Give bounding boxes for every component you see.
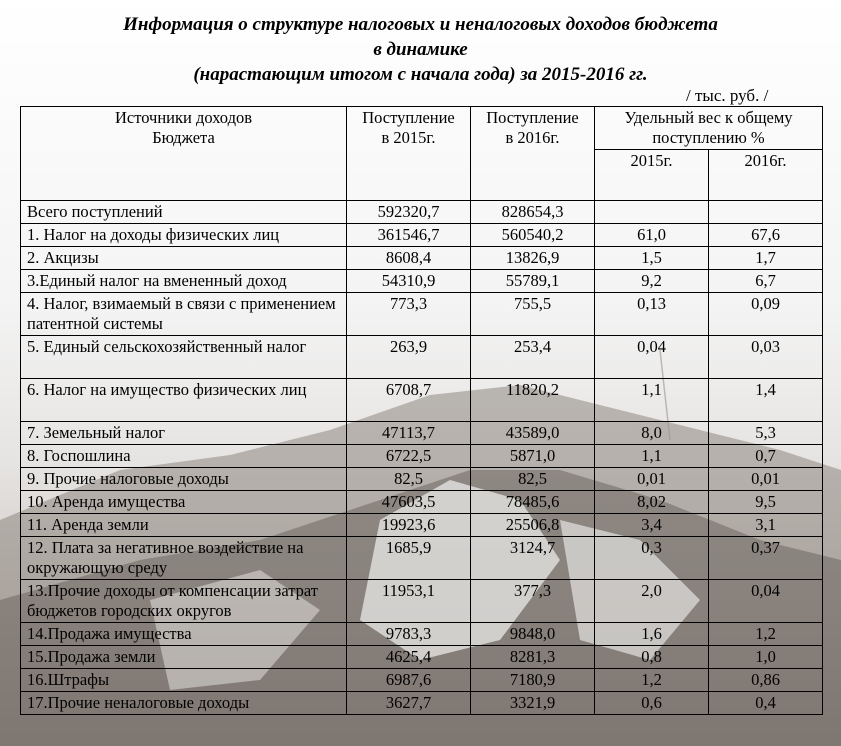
table-row [21, 491, 823, 514]
share-2015-cell: 9,2 [595, 270, 709, 293]
share-2015-cell: 0,13 [595, 293, 709, 336]
share-2015-cell: 1,2 [595, 669, 709, 692]
table-row [21, 270, 823, 293]
income-2016-cell: 5871,0 [471, 445, 595, 468]
income-2015-cell: 47603,5 [347, 491, 471, 514]
share-2016-cell: 1,0 [709, 646, 823, 669]
title-line-2: в динамике [373, 39, 468, 60]
row-name-cell: 8. Госпошлина [21, 445, 347, 468]
income-2016-cell: 377,3 [471, 580, 595, 623]
row-name-cell: 11. Аренда земли [21, 514, 347, 537]
income-2015-cell: 3627,7 [347, 692, 471, 715]
share-2015-cell: 3,4 [595, 514, 709, 537]
header-share-2016: 2016г. [709, 150, 823, 201]
row-name-cell: 9. Прочие налоговые доходы [21, 468, 347, 491]
table-row [21, 537, 823, 580]
share-2016-cell: 9,5 [709, 491, 823, 514]
row-name-cell: 13.Прочие доходы от компенсации затрат бюджетов городских округов [21, 580, 347, 623]
income-2016-cell: 253,4 [471, 336, 595, 379]
row-name-cell: 4. Налог, взимаемый в связи с применением патентной системы [21, 293, 347, 336]
table-row [21, 692, 823, 715]
share-2016-cell: 6,7 [709, 270, 823, 293]
row-name-cell: 3.Единый налог на вмененный доход [21, 270, 347, 293]
income-2015-cell: 4625,4 [347, 646, 471, 669]
share-2016-cell: 1,4 [709, 379, 823, 422]
income-2016-cell: 78485,6 [471, 491, 595, 514]
share-2015-cell: 0,3 [595, 537, 709, 580]
row-name-cell: 16.Штрафы [21, 669, 347, 692]
share-2016-cell: 3,1 [709, 514, 823, 537]
income-2015-cell: 773,3 [347, 293, 471, 336]
income-2016-cell: 3321,9 [471, 692, 595, 715]
table-row [21, 293, 823, 336]
header-source: Источники доходов Бюджета [21, 107, 347, 201]
row-name-cell: 2. Акцизы [21, 247, 347, 270]
share-2015-cell: 61,0 [595, 224, 709, 247]
share-2015-cell: 1,6 [595, 623, 709, 646]
share-2016-cell: 0,4 [709, 692, 823, 715]
income-2015-cell: 8608,4 [347, 247, 471, 270]
share-2016-cell: 67,6 [709, 224, 823, 247]
header-income-2015: Поступление в 2015г. [347, 107, 471, 201]
income-2015-cell: 6722,5 [347, 445, 471, 468]
table-row [21, 445, 823, 468]
table-row [21, 669, 823, 692]
income-2016-cell: 43589,0 [471, 422, 595, 445]
share-2016-cell: 0,04 [709, 580, 823, 623]
table-row [21, 646, 823, 669]
header-share: Удельный вес к общему поступлению % [595, 107, 823, 150]
income-2016-cell: 25506,8 [471, 514, 595, 537]
table-row [21, 336, 823, 379]
share-2016-cell: 0,03 [709, 336, 823, 379]
row-name-cell: 12. Плата за негативное воздействие на окружающую среду [21, 537, 347, 580]
row-name-cell: 7. Земельный налог [21, 422, 347, 445]
table-row [21, 201, 823, 224]
income-2015-cell: 54310,9 [347, 270, 471, 293]
share-2015-cell [595, 201, 709, 224]
income-2016-cell: 8281,3 [471, 646, 595, 669]
income-2015-cell: 592320,7 [347, 201, 471, 224]
title-line-1: Информация о структуре налоговых и неналоговых доходов бюджета [123, 14, 718, 35]
income-2016-cell: 13826,9 [471, 247, 595, 270]
table-row [21, 580, 823, 623]
share-2016-cell: 0,01 [709, 468, 823, 491]
income-2015-cell: 1685,9 [347, 537, 471, 580]
row-name-cell: 1. Налог на доходы физических лиц [21, 224, 347, 247]
table-row [21, 422, 823, 445]
share-2015-cell: 0,04 [595, 336, 709, 379]
row-name-cell: 5. Единый сельскохозяйственный налог [21, 336, 347, 379]
row-name-cell: 15.Продажа земли [21, 646, 347, 669]
income-2016-cell: 7180,9 [471, 669, 595, 692]
share-2015-cell: 1,5 [595, 247, 709, 270]
share-2016-cell: 0,09 [709, 293, 823, 336]
income-2016-cell: 560540,2 [471, 224, 595, 247]
table-body [21, 201, 823, 715]
share-2016-cell: 0,37 [709, 537, 823, 580]
income-2015-cell: 11953,1 [347, 580, 471, 623]
table-row [21, 247, 823, 270]
income-2016-cell: 55789,1 [471, 270, 595, 293]
share-2015-cell: 0,01 [595, 468, 709, 491]
income-2016-cell: 82,5 [471, 468, 595, 491]
income-2016-cell: 755,5 [471, 293, 595, 336]
income-2015-cell: 82,5 [347, 468, 471, 491]
income-2015-cell: 19923,6 [347, 514, 471, 537]
header-share-2015: 2015г. [595, 150, 709, 201]
table-row [21, 468, 823, 491]
income-2015-cell: 47113,7 [347, 422, 471, 445]
share-2016-cell: 5,3 [709, 422, 823, 445]
share-2015-cell: 8,0 [595, 422, 709, 445]
share-2016-cell: 1,2 [709, 623, 823, 646]
income-2015-cell: 263,9 [347, 336, 471, 379]
row-name-cell: 10. Аренда имущества [21, 491, 347, 514]
share-2015-cell: 1,1 [595, 445, 709, 468]
table-row [21, 514, 823, 537]
share-2015-cell: 1,1 [595, 379, 709, 422]
row-name-cell: 6. Налог на имущество физических лиц [21, 379, 347, 422]
table-row [21, 623, 823, 646]
share-2016-cell: 0,86 [709, 669, 823, 692]
share-2016-cell [709, 201, 823, 224]
income-2015-cell: 6708,7 [347, 379, 471, 422]
row-name-cell: 14.Продажа имущества [21, 623, 347, 646]
share-2015-cell: 8,02 [595, 491, 709, 514]
share-2016-cell: 1,7 [709, 247, 823, 270]
income-2016-cell: 9848,0 [471, 623, 595, 646]
table-row [21, 379, 823, 422]
row-name-cell: 17.Прочие неналоговые доходы [21, 692, 347, 715]
title-line-3: (нарастающим итогом с начала года) за 2015-2016 гг. [193, 64, 648, 85]
income-2016-cell: 11820,2 [471, 379, 595, 422]
table-header-row [21, 107, 823, 150]
unit-label: / тыс. руб. / [686, 86, 769, 105]
table-row [21, 224, 823, 247]
income-2015-cell: 9783,3 [347, 623, 471, 646]
income-2016-cell: 3124,7 [471, 537, 595, 580]
share-2016-cell: 0,7 [709, 445, 823, 468]
income-2016-cell: 828654,3 [471, 201, 595, 224]
document-title [0, 12, 841, 87]
share-2015-cell: 0,8 [595, 646, 709, 669]
share-2015-cell: 0,6 [595, 692, 709, 715]
income-2015-cell: 6987,6 [347, 669, 471, 692]
revenue-table [20, 106, 823, 715]
row-name-cell: Всего поступлений [21, 201, 347, 224]
header-income-2016: Поступление в 2016г. [471, 107, 595, 201]
share-2015-cell: 2,0 [595, 580, 709, 623]
income-2015-cell: 361546,7 [347, 224, 471, 247]
